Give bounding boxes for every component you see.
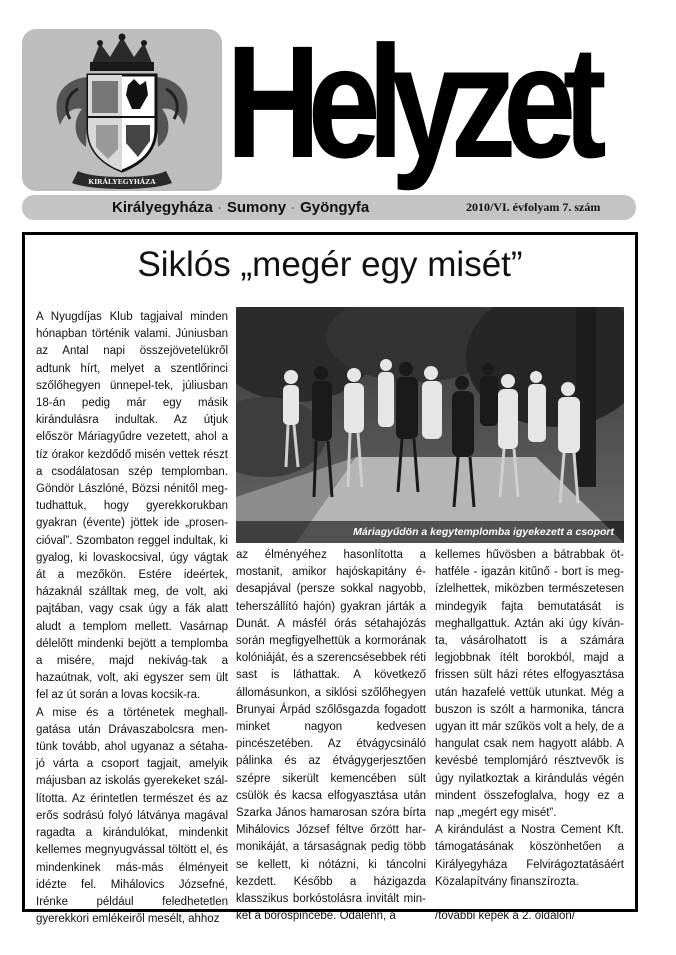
article-photo (236, 307, 624, 543)
crest-ribbon-text: KIRÁLYEGYHÁZA (88, 177, 156, 186)
separator-dot: · (291, 201, 296, 215)
photo-caption-bar (236, 521, 624, 543)
town-name: Királyegyháza (112, 199, 213, 216)
paragraph: A Nyugdíjas Klub tagjaival minden hónapban történik valami. Júniusban az Antal napi összejövetelükről adtunk hírt, melyet a szentlőrinci szőlőhegyen ünnepel-tek, júliusban 18-án pedig már egy másik kirándulásra indultak. Az útjuk először Máriagyűdre vezetett, ahol a tíz órakor kezdődő misén vettek részt a csodálatosan szép templomban. Göndör Lászlóné, Bözsi nénitől meg-tudhattuk, hogy gyerekkorukban gyakran (évente) jöttek ide „prosen-cióval”. Szombaton reggel indultak, ki gyalog, ki lovaskocsival, úgy vágtak át a mezőkön. Estére ideértek, házaknál szálltak meg, de volt, aki pajtában, vagy csak úgy a fák alatt aludt a templom mellett. Vasárnap délelőtt mindenki bejött a templomba a misére, majd nekivág-tak a hazaútnak, volt, aki egyszer sem ült fel az út során a lovas kocsik-ra. (36, 311, 228, 702)
photo-caption: Máriagyűdön a kegytemplomba igyekezett a csoport (353, 526, 614, 538)
group-walking-photo-icon (236, 307, 624, 543)
article-column-3 (435, 547, 624, 925)
crest-panel (22, 29, 222, 191)
paragraph: A mise és a történetek meghall-gatása után Drávaszabolcsra men-tünk tovább, ahol ugyanaz a sétaha-jó várta a csoport tagjait, amelyik májusban az iskolás gyerekeket szál-lította. Az érintetlen természet és az erős sodrású folyó látványa magával ragadta a kirándulókat, mindenkit kellemes megnyugvással töltött el, és mindenkinek más-más élményeit idézte fel. Mihálovics Józsefné, Irénke például feledhetetlen gyerekkori emlékeiről mesélt, ahhoz (36, 706, 228, 926)
paragraph: /további képek a 2. oldalon/ (435, 910, 576, 923)
coat-of-arms-icon (22, 29, 222, 191)
town-name: Gyöngyfa (300, 199, 370, 216)
separator-dot: · (217, 201, 222, 215)
article-headline: Siklós „megér egy misét” (137, 245, 523, 284)
paragraph: kellemes hűvösben a bátrabbak öt-hatféle - igazán kitűnő - bort is meg-ízlelhettek, miközben természetesen mindegyik fajta bemutatását is meghallgattuk. Aztán aki úgy kíván-ta, vásárolhatott is a számára legjobbnak ítélt borokból, majd a frissen sült házi rétes elfogyasztása után hazafelé vettük utunkat. Még a buszon is szólt a harmonika, táncra ugyan itt már szűkös volt a hely, de a hangulat csak nem hagyott alább. A kevésbé templomjáró résztvevők is úgy nyilatkoztak a kirándulás végén mindent összefoglalva, hogy ez a nap „megért egy misét”. (435, 549, 624, 820)
paragraph: az élményéhez hasonlította a mostanit, amikor hajóskapitány é-desapjával (persze sokkal nagyobb, teherszállító hajón) gyakran járták a Dunát. A másfél órás sétahajózás során megfigyelhettük a kormorának kolóniáját, és a szerencsésebbek réti sast is láthattak. A következő állomásunkon, a siklósi szőlőhegyen Brunyai Árpád szőlősgazda fogadott minket nagyon kedvesen pincészetében. Az étvágycsináló pálinka és az étvágygerjesztően szépre sikerült kemencében sült csülök és kacsa elfogyasztása után Szarka János hamarosan szóra bírta Mihálovics József féltve őrzött har-monikáját, a társaságnak pedig több se kellett, ki nótázni, ki táncolni kezdett. Később a házigazda klasszikus borkóstolásra invitált min-ket a borospincébe. Odalenn, a (236, 549, 426, 923)
town-name: Sumony (226, 199, 287, 216)
article-column-1 (36, 309, 228, 926)
town-list (112, 195, 369, 220)
paragraph: A kirándulást a Nostra Cement Kft. támogatásának köszönhetően a Királyegyháza Felvirágoztatásáért Közalapítvány finanszírozta. (435, 824, 624, 888)
newspaper-title: Helyzet (226, 12, 594, 191)
issue-number: 2010/VI. évfolyam 7. szám (466, 200, 601, 214)
article-column-2 (236, 547, 426, 925)
